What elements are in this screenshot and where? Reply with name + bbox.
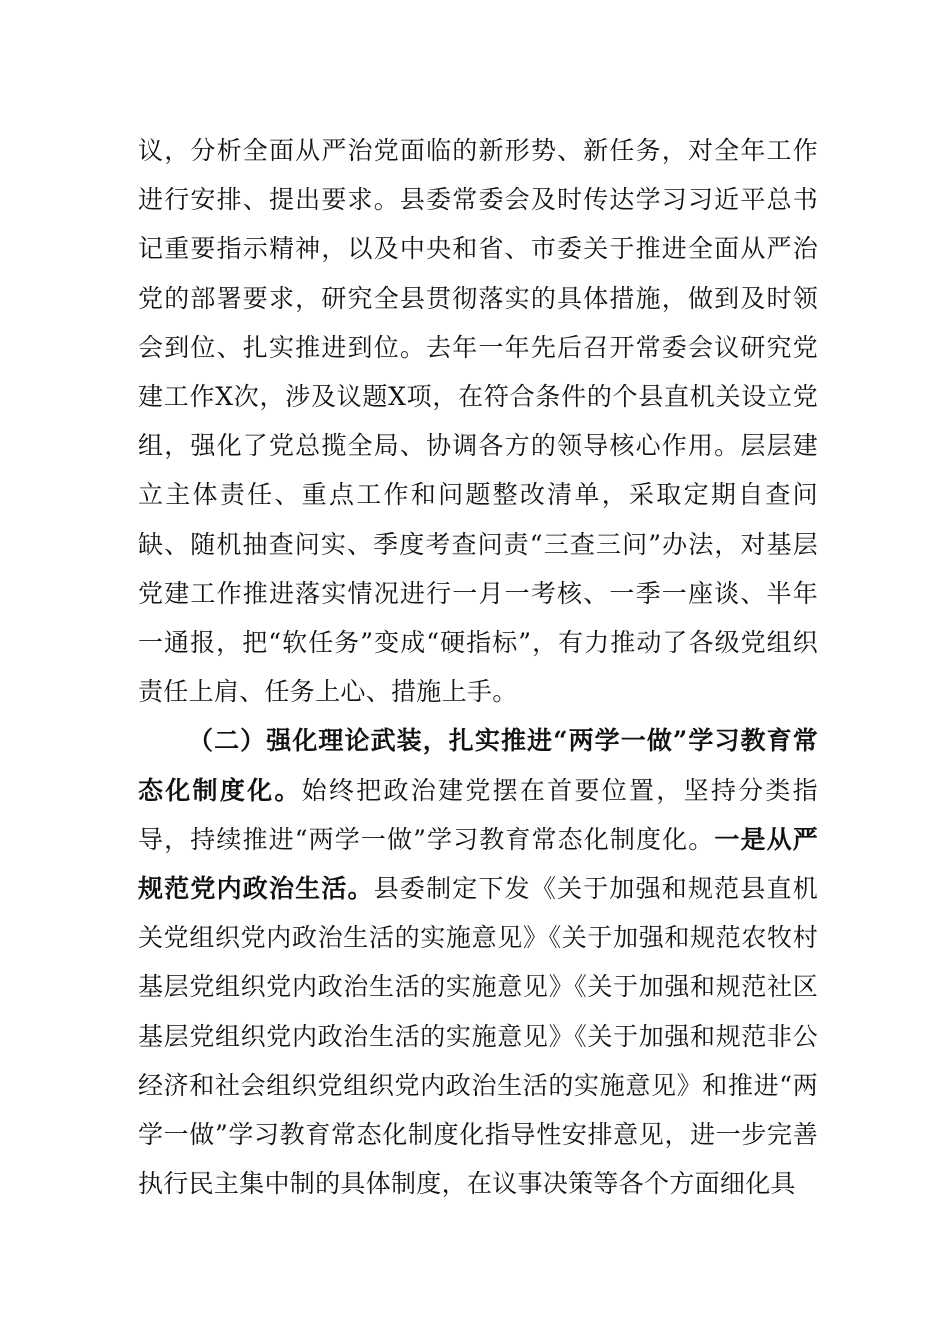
paragraph-text: 议，分析全面从严治党面临的新形势、新任务，对全年工作进行安排、提出要求。县委常委会及时传达学习习近平总书记重要指示精神，以及中央和省、市委关于推进全面从严治党的部署要求，研究全县贯彻落实的具体措施，做到及时领会到位、扎实推进到位。去年一年先后召开常委会议研究党建工作X次，涉及议题X项，在符合条件的个县直机关设立党组，强化了党总揽全局、协调各方的领导核心作用。层层建立主体责任、重点工作和问题整改清单，采取定期自查问缺、随机抽查问实、季度考查问责“三查三问”办法，对基层党建工作推进落实情况进行一月一考核、一季一座谈、半年一通报，把“软任务”变成“硬指标”，有力推动了各级党组织责任上肩、任务上心、措施上手。 — [138, 136, 818, 707]
subsection-heading: 一是从严规范党内政治生活。 — [138, 824, 819, 904]
document-body — [138, 126, 818, 1208]
section-heading: （二）强化理论武装，扎实推进“两学一做”学习教育常态化制度化。 — [138, 726, 818, 805]
paragraph-section-two — [138, 716, 818, 1208]
paragraph-text: 县委制定下发《关于加强和规范县直机关党组织党内政治生活的实施意见》《关于加强和规范农牧村基层党组织党内政治生活的实施意见》《关于加强和规范社区基层党组织党内政治生活的实施意见》《关于加强和规范非公经济和社会组织党组织党内政治生活的实施意见》和推进“两学一做”学习教育常态化制度化指导性安排意见，进一步完善执行民主集中制的具体制度，在议事决策等各个方面细化具 — [138, 874, 819, 1199]
paragraph-continued — [138, 126, 818, 716]
paragraph-text: 始终把政治建党摆在首要位置，坚持分类指导，持续推进“两学一做”学习教育常态化制度化。 — [138, 775, 818, 854]
